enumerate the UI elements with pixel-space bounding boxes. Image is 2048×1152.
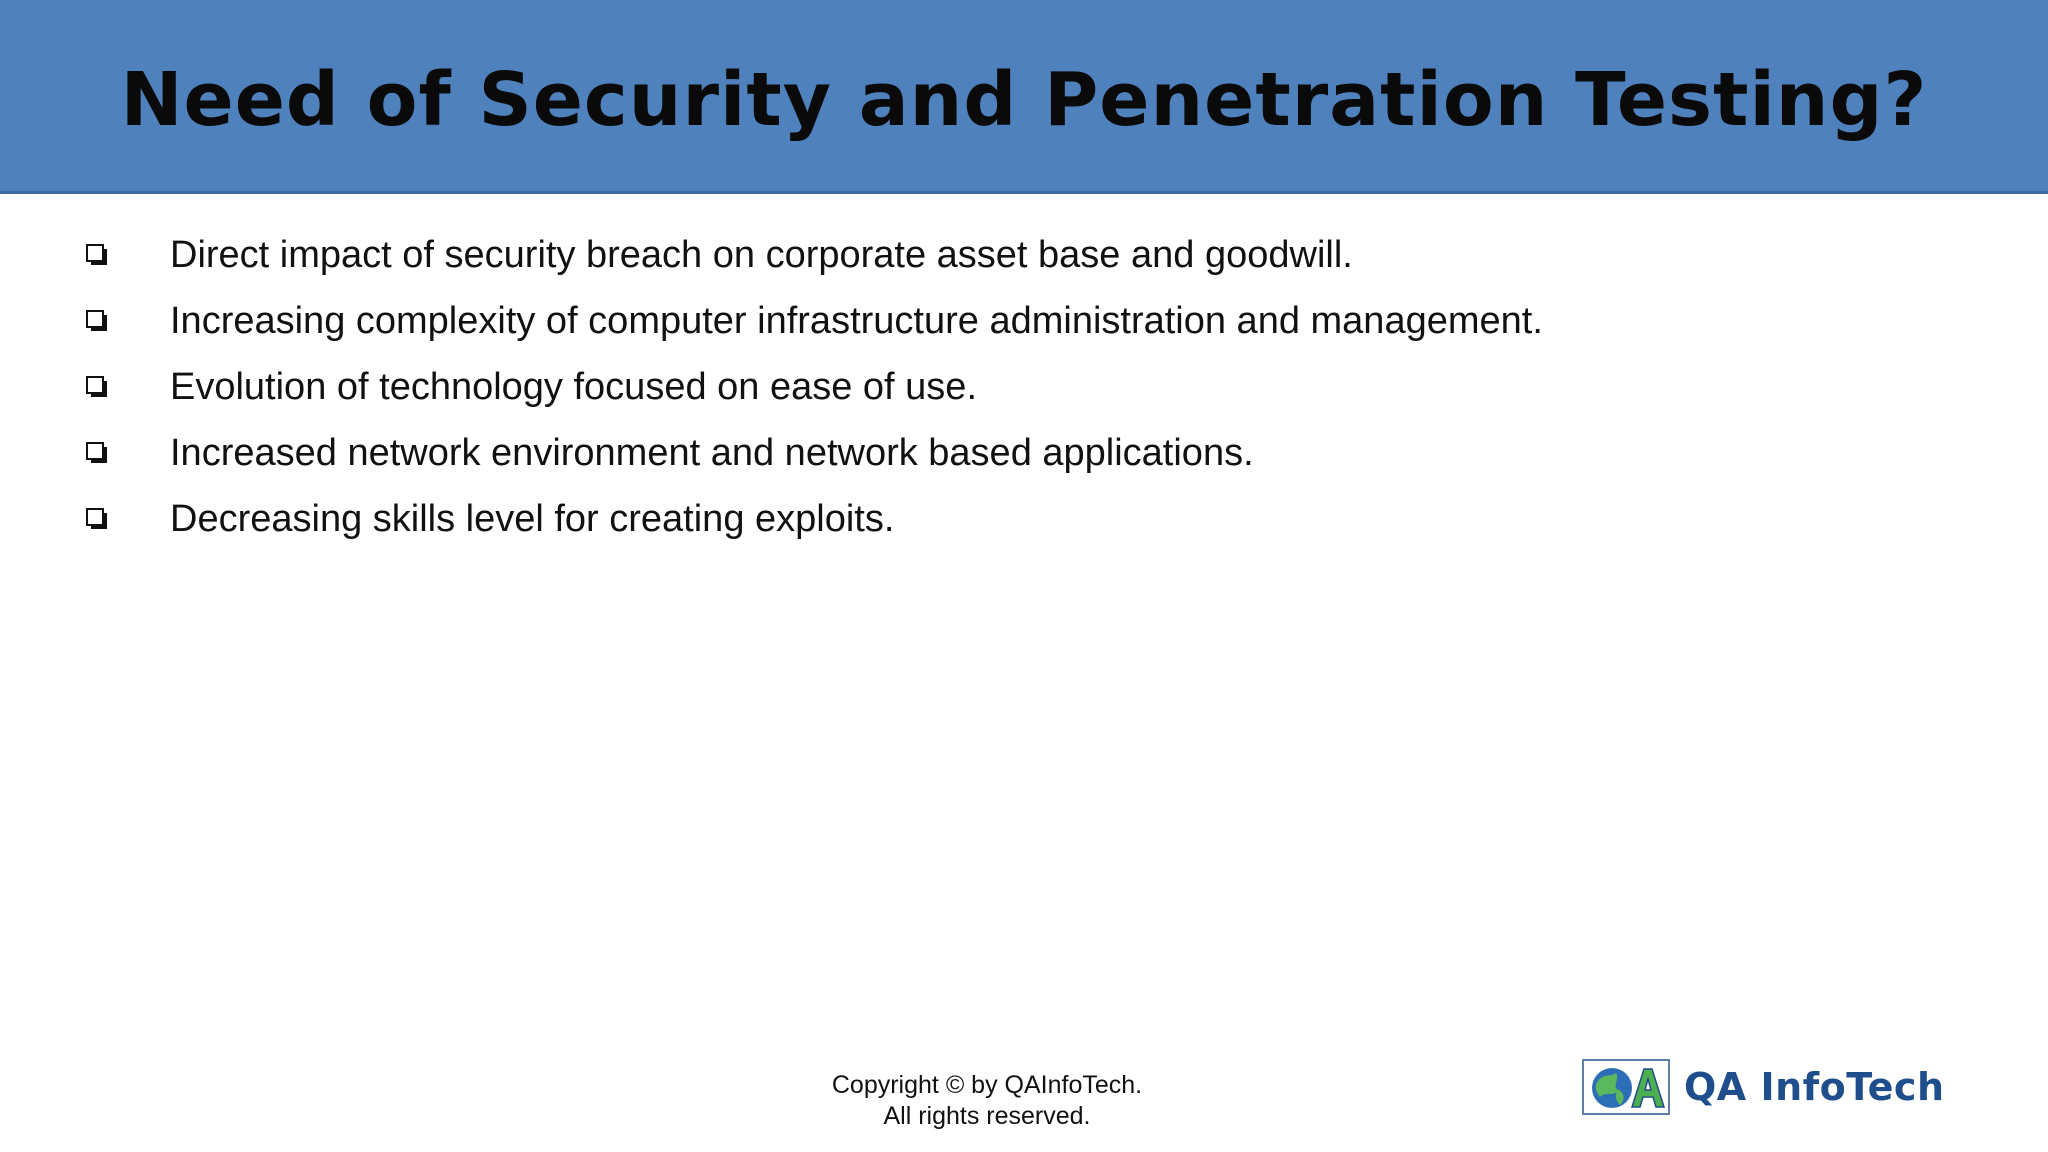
- bullet-list: [0, 222, 2048, 552]
- checkbox-icon: [86, 508, 108, 530]
- title-bar: [0, 0, 2048, 194]
- bullet-text: Decreasing skills level for creating exploits.: [170, 497, 895, 540]
- list-item: [0, 222, 2048, 288]
- bullet-text: Evolution of technology focused on ease of use.: [170, 365, 977, 408]
- list-item: [0, 354, 2048, 420]
- rights-line: All rights reserved.: [883, 1102, 1091, 1130]
- list-item: [0, 486, 2048, 552]
- checkbox-icon: [86, 442, 108, 464]
- bullet-text: Increasing complexity of computer infrastructure administration and management.: [170, 299, 1543, 342]
- checkbox-icon: [86, 376, 108, 398]
- copyright-notice: [787, 1070, 1187, 1132]
- checkbox-icon: [86, 244, 108, 266]
- copyright-line: Copyright © by QAInfoTech.: [831, 1071, 1143, 1099]
- checkbox-icon: [86, 310, 108, 332]
- list-item: [0, 288, 2048, 354]
- slide-title: Need of Security and Penetration Testing?: [120, 56, 1928, 143]
- bullet-text: Direct impact of security breach on corporate asset base and goodwill.: [170, 233, 1353, 276]
- bullet-text: Increased network environment and network based applications.: [170, 431, 1254, 474]
- logo-text: QA InfoTech: [1684, 1065, 1945, 1109]
- qa-globe-logo-icon: [1582, 1059, 1670, 1115]
- company-logo: [1582, 1058, 1945, 1116]
- list-item: [0, 420, 2048, 486]
